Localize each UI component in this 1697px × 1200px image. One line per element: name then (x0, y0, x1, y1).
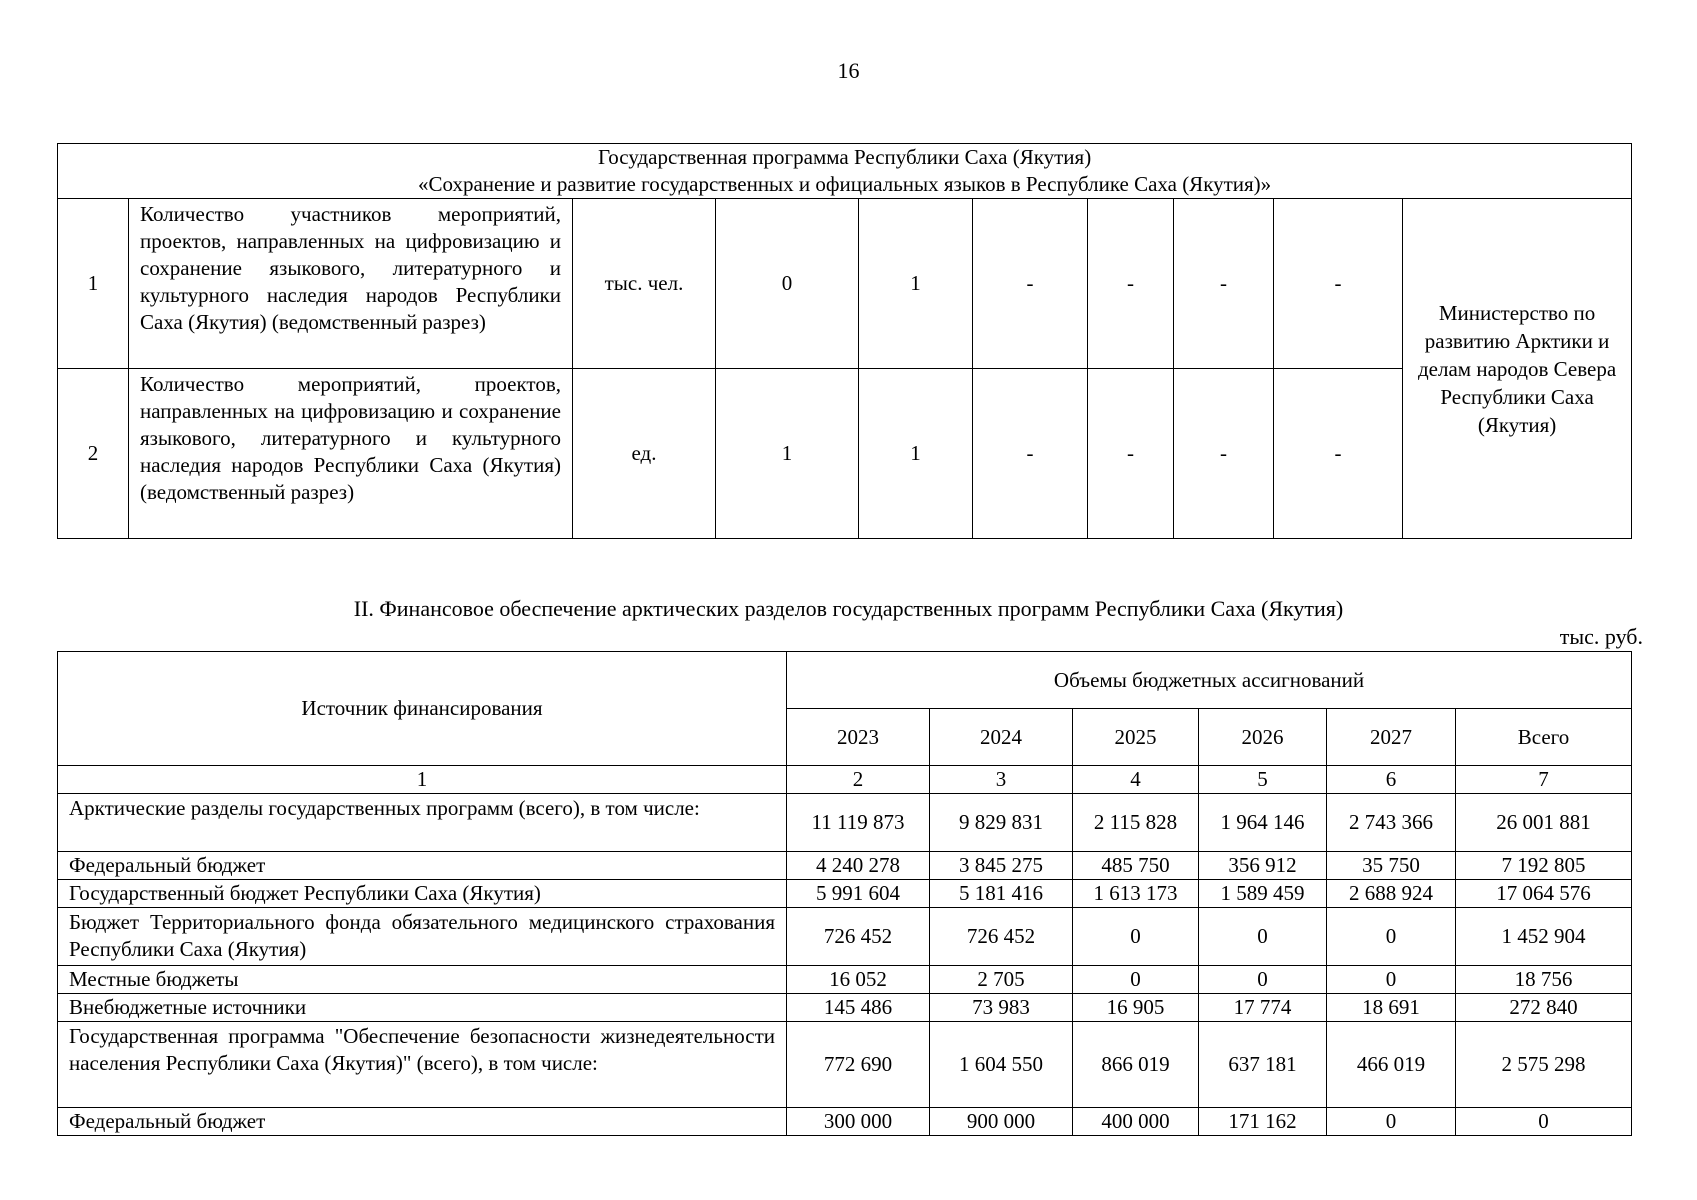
amount-cell: 17 774 (1199, 994, 1327, 1022)
source-cell: Федеральный бюджет (58, 1108, 787, 1136)
table-row (58, 966, 1632, 994)
amount-cell: 2 743 366 (1327, 794, 1456, 852)
amount-cell: 1 604 550 (930, 1022, 1073, 1108)
amount-cell: 2 115 828 (1073, 794, 1199, 852)
column-number: 6 (1327, 766, 1456, 794)
amount-cell: 485 750 (1073, 852, 1199, 880)
indicator-value: 1 (716, 369, 859, 539)
amount-cell: 18 691 (1327, 994, 1456, 1022)
amount-cell: 5 181 416 (930, 880, 1073, 908)
column-number: 3 (930, 766, 1073, 794)
table-row (58, 1108, 1632, 1136)
indicator-value: 1 (859, 199, 973, 369)
indicator-value: - (1088, 369, 1174, 539)
amount-cell: 0 (1073, 908, 1199, 966)
amount-cell: 73 983 (930, 994, 1073, 1022)
header-year: 2026 (1199, 709, 1327, 766)
amount-cell: 1 964 146 (1199, 794, 1327, 852)
indicator-value: 0 (716, 199, 859, 369)
amount-cell: 356 912 (1199, 852, 1327, 880)
indicator-description: Количество участников мероприятий, проектов, направленных на цифровизацию и сохранение языкового, литературного и культурного наследия народов Республики Саха (Якутия) (ведомственный разрез) (129, 199, 573, 369)
source-cell: Местные бюджеты (58, 966, 787, 994)
source-cell: Бюджет Территориального фонда обязательного медицинского страхования Республики Саха (Якутия) (58, 908, 787, 966)
amount-cell: 1 613 173 (1073, 880, 1199, 908)
amount-cell: 772 690 (787, 1022, 930, 1108)
header-total: Всего (1456, 709, 1632, 766)
amount-cell: 272 840 (1456, 994, 1632, 1022)
amount-cell: 5 991 604 (787, 880, 930, 908)
amount-cell: 4 240 278 (787, 852, 930, 880)
amount-cell: 26 001 881 (1456, 794, 1632, 852)
amount-cell: 35 750 (1327, 852, 1456, 880)
amount-cell: 1 589 459 (1199, 880, 1327, 908)
amount-cell: 637 181 (1199, 1022, 1327, 1108)
row-number: 2 (58, 369, 129, 539)
table-row (58, 1022, 1632, 1108)
header-year: 2025 (1073, 709, 1199, 766)
currency-unit-label: тыс. руб. (1559, 624, 1643, 649)
indicator-row (58, 369, 1632, 539)
amount-cell: 2 705 (930, 966, 1073, 994)
amount-cell: 0 (1073, 966, 1199, 994)
amount-cell: 3 845 275 (930, 852, 1073, 880)
amount-cell: 466 019 (1327, 1022, 1456, 1108)
amount-cell: 171 162 (1199, 1108, 1327, 1136)
amount-cell: 400 000 (1073, 1108, 1199, 1136)
header-year: 2024 (930, 709, 1073, 766)
amount-cell: 726 452 (787, 908, 930, 966)
amount-cell: 9 829 831 (930, 794, 1073, 852)
column-number: 5 (1199, 766, 1327, 794)
amount-cell: 0 (1327, 1108, 1456, 1136)
amount-cell: 866 019 (1073, 1022, 1199, 1108)
amount-cell: 18 756 (1456, 966, 1632, 994)
source-cell: Государственная программа "Обеспечение безопасности жизнедеятельности населения Республики Саха (Якутия)" (всего), в том числе: (58, 1022, 787, 1108)
table-row (58, 794, 1632, 852)
program-title-cell (58, 144, 1632, 199)
amount-cell: 726 452 (930, 908, 1073, 966)
indicator-value: - (1274, 199, 1403, 369)
program-title-line2: «Сохранение и развитие государственных и официальных языков в Республике Саха (Якутия)» (417, 172, 1272, 196)
amount-cell: 17 064 576 (1456, 880, 1632, 908)
source-cell: Внебюджетные источники (58, 994, 787, 1022)
amount-cell: 900 000 (930, 1108, 1073, 1136)
table-row (58, 994, 1632, 1022)
indicator-unit: тыс. чел. (573, 199, 716, 369)
indicator-description: Количество мероприятий, проектов, направленных на цифровизацию и сохранение языкового, литературного и культурного наследия народов Республики Саха (Якутия) (ведомственный разрез) (129, 369, 573, 539)
indicator-value: - (973, 199, 1088, 369)
header-year: 2023 (787, 709, 930, 766)
amount-cell: 0 (1199, 966, 1327, 994)
amount-cell: 11 119 873 (787, 794, 930, 852)
row-number: 1 (58, 199, 129, 369)
indicator-value: - (1274, 369, 1403, 539)
indicator-row (58, 199, 1632, 369)
source-cell: Государственный бюджет Республики Саха (Якутия) (58, 880, 787, 908)
indicator-value: - (1174, 199, 1274, 369)
amount-cell: 7 192 805 (1456, 852, 1632, 880)
amount-cell: 0 (1327, 908, 1456, 966)
indicator-unit: ед. (573, 369, 716, 539)
header-source: Источник финансирования (58, 652, 787, 766)
amount-cell: 16 905 (1073, 994, 1199, 1022)
header-volumes: Объемы бюджетных ассигнований (787, 652, 1632, 709)
amount-cell: 300 000 (787, 1108, 930, 1136)
amount-cell: 2 688 924 (1327, 880, 1456, 908)
amount-cell: 145 486 (787, 994, 930, 1022)
section-title: II. Финансовое обеспечение арктических разделов государственных программ Республики Саха (Якутия) (353, 596, 1344, 621)
amount-cell: 0 (1327, 966, 1456, 994)
indicator-value: 1 (859, 369, 973, 539)
indicator-value: - (1174, 369, 1274, 539)
column-number: 4 (1073, 766, 1199, 794)
responsible-ministry: Министерство по развитию Арктики и делам народов Севера Республики Саха (Якутия) (1403, 199, 1632, 539)
source-cell: Арктические разделы государственных программ (всего), в том числе: (58, 794, 787, 852)
table-row (58, 880, 1632, 908)
column-number: 1 (58, 766, 787, 794)
column-number: 7 (1456, 766, 1632, 794)
amount-cell: 0 (1456, 1108, 1632, 1136)
amount-cell: 16 052 (787, 966, 930, 994)
amount-cell: 1 452 904 (1456, 908, 1632, 966)
amount-cell: 2 575 298 (1456, 1022, 1632, 1108)
source-cell: Федеральный бюджет (58, 852, 787, 880)
table-row (58, 908, 1632, 966)
indicator-value: - (1088, 199, 1174, 369)
program-indicators-table (57, 143, 1632, 539)
financing-table (57, 651, 1632, 1136)
column-number: 2 (787, 766, 930, 794)
amount-cell: 0 (1199, 908, 1327, 966)
table-row (58, 852, 1632, 880)
page-number: 16 (837, 58, 860, 83)
header-year: 2027 (1327, 709, 1456, 766)
indicator-value: - (973, 369, 1088, 539)
program-title-line1: Государственная программа Республики Саха (Якутия) (597, 145, 1092, 169)
